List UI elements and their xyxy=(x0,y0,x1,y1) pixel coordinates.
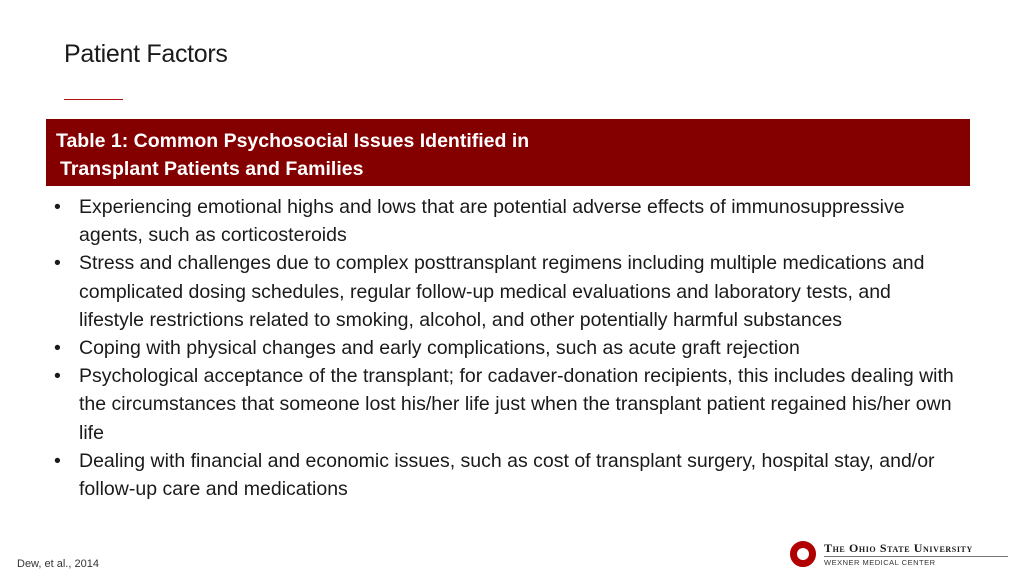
table-header-line-1: Table 1: Common Psychosocial Issues Identified in xyxy=(56,130,530,152)
bullet-icon: • xyxy=(54,337,61,360)
medical-center-name: WEXNER MEDICAL CENTER xyxy=(824,558,936,567)
citation: Dew, et al., 2014 xyxy=(17,558,99,570)
list-item-text: Dealing with financial and economic issues, such as cost of transplant surgery, hospital stay, and/or follow-up care and medications xyxy=(79,449,935,501)
table-header-line-2: Transplant Patients and Families xyxy=(60,158,364,180)
logo-divider xyxy=(824,556,1008,557)
bullet-icon: • xyxy=(54,252,61,275)
list-item xyxy=(54,249,954,334)
bullet-icon: • xyxy=(54,365,61,388)
title-underline xyxy=(64,99,123,100)
block-o-icon xyxy=(790,541,816,567)
slide-title: Patient Factors xyxy=(64,40,228,68)
list-item xyxy=(54,334,954,362)
university-name: The Ohio State University xyxy=(824,541,973,555)
bullet-icon: • xyxy=(54,196,61,218)
list-item xyxy=(54,362,954,447)
table-header xyxy=(46,119,970,186)
list-item-text: Coping with physical changes and early complications, such as acute graft rejection xyxy=(79,337,800,360)
list-item-text: Experiencing emotional highs and lows that are potential adverse effects of immunosuppressive agents, such as corticosteroids xyxy=(79,196,905,247)
list-item xyxy=(54,193,954,249)
university-logo xyxy=(790,540,1012,570)
bullet-icon: • xyxy=(54,449,61,472)
list-item xyxy=(54,447,954,503)
list-item-text: Stress and challenges due to complex posttransplant regimens including multiple medications and complicated dosing schedules, regular follow-up medical evaluations and laboratory tests, and lifestyle restrictions related to smoking, alcohol, and other potentially harmful substances xyxy=(79,252,925,331)
list-item-text: Psychological acceptance of the transplant; for cadaver-donation recipients, this includes dealing with the circumstances that someone lost his/her life just when the transplant patient regained his/her own life xyxy=(79,365,954,444)
issues-list xyxy=(54,193,954,503)
